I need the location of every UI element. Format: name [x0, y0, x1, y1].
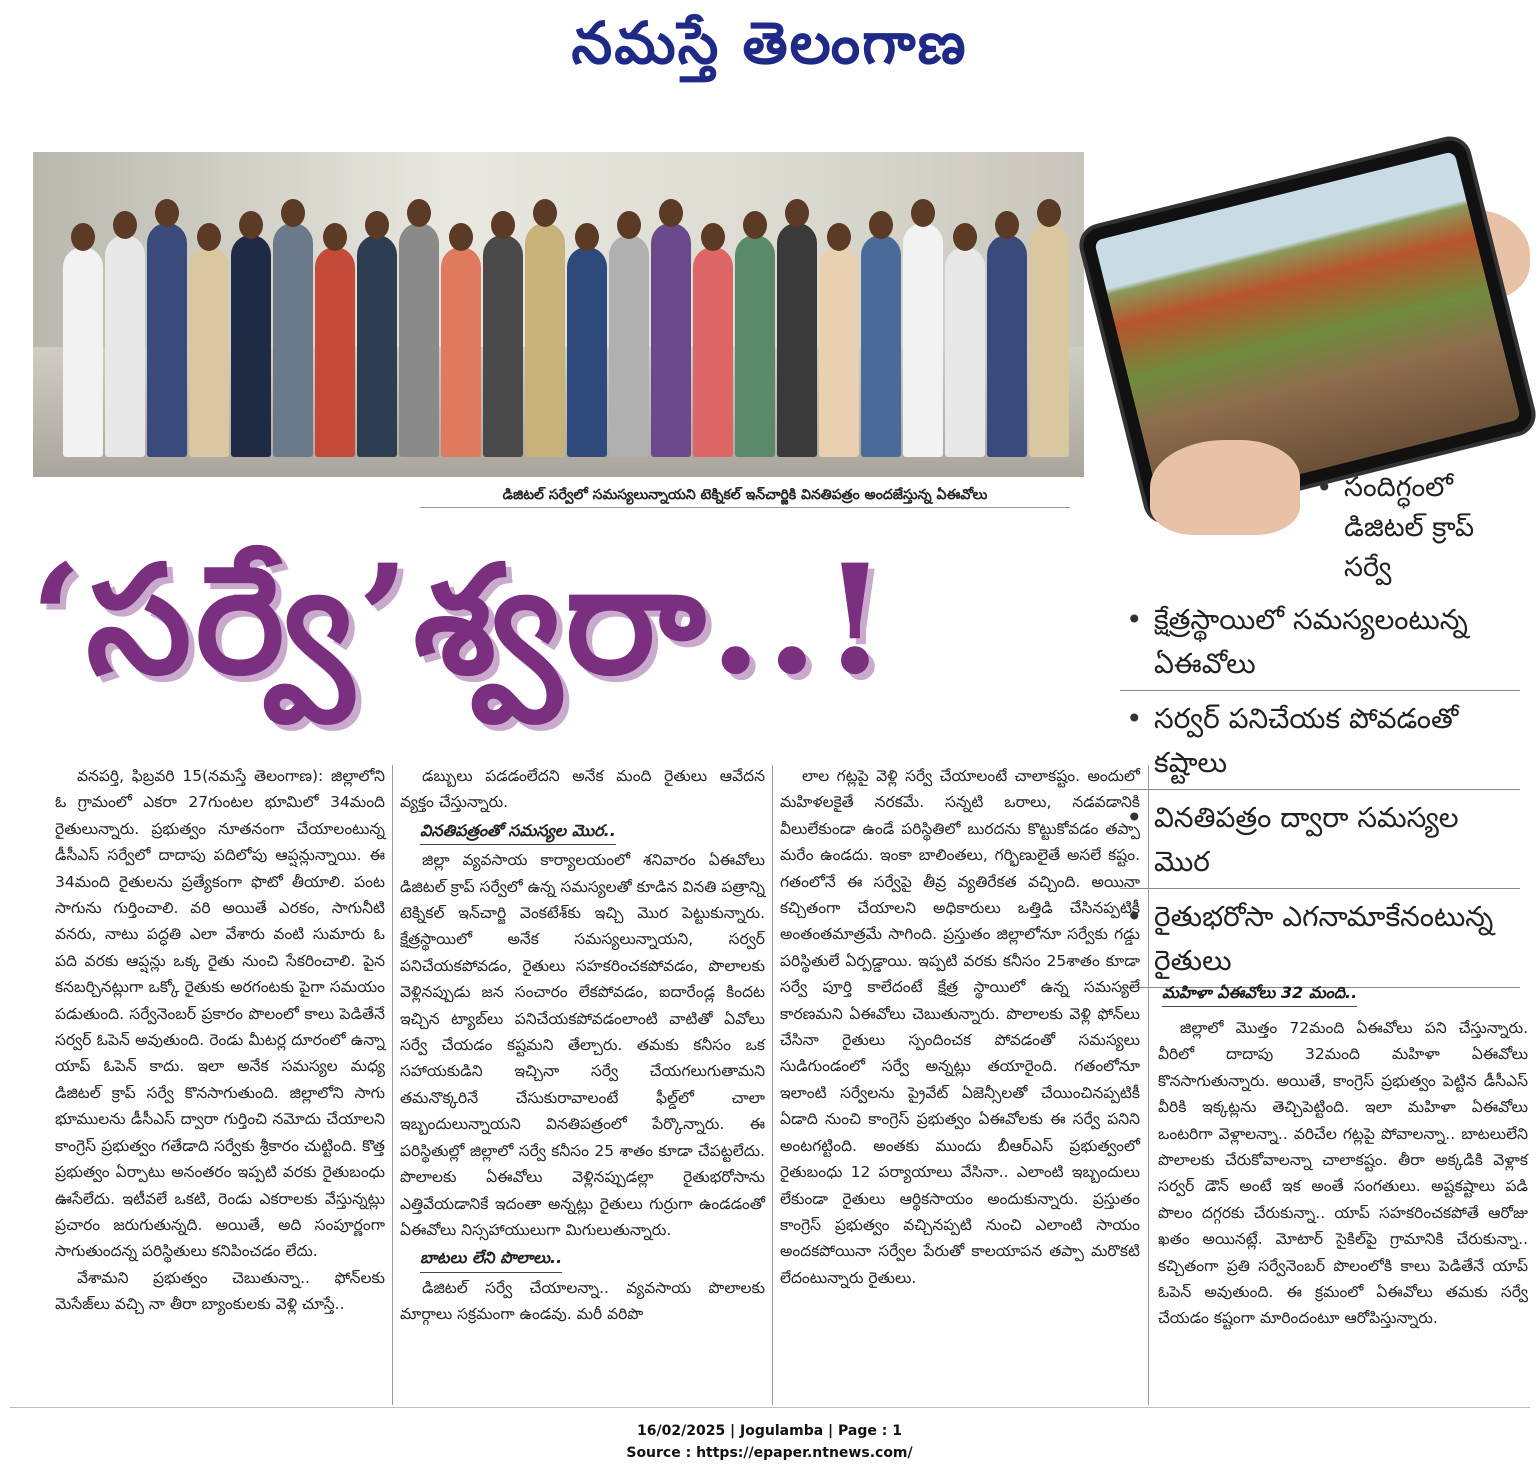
- bullet-item: • సందిగ్ధంలో డిజిటల్ క్రాప్ సర్వే: [1310, 468, 1520, 592]
- person-head: [323, 223, 347, 251]
- person-silhouette: [735, 235, 775, 457]
- article-column-2: [400, 763, 765, 1328]
- masthead-logo: నమస్తే తెలంగాణ: [571, 9, 968, 77]
- person-head: [113, 211, 137, 239]
- person-head: [155, 199, 179, 227]
- person-head: [197, 223, 221, 251]
- person-head: [953, 223, 977, 251]
- person-silhouette: [441, 247, 481, 457]
- column-divider: [772, 765, 773, 1405]
- person-head: [449, 223, 473, 251]
- bullet-list: [1120, 468, 1520, 994]
- person-head: [827, 223, 851, 251]
- bullet-item: • వినతిపత్రం ద్వారా సమస్యల మొర: [1120, 796, 1520, 889]
- person-silhouette: [231, 235, 271, 457]
- person-silhouette: [189, 247, 229, 457]
- person-head: [491, 211, 515, 239]
- person-silhouette: [609, 235, 649, 457]
- bullet-item: • సర్వర్ పనిచేయక పోవడంతో కష్టాలు: [1120, 697, 1520, 790]
- person-head: [533, 199, 557, 227]
- person-silhouette: [315, 247, 355, 457]
- footer-rule: [10, 1407, 1530, 1408]
- paragraph: వేశామని ప్రభుత్వం చెబుతున్నా.. ఫోన్‌లకు మెసేజ్‌లు వచ్చి నా తీరా బ్యాంకులకు వెళ్లి చూస్తే..: [55, 1268, 385, 1314]
- person-silhouette: [903, 223, 943, 457]
- headline: ‘సర్వే’శ్వరా..!: [30, 532, 892, 708]
- person-silhouette: [399, 223, 439, 457]
- person-silhouette: [987, 235, 1027, 457]
- person-head: [575, 223, 599, 251]
- article-column-4: [1158, 1015, 1528, 1332]
- person-head: [1037, 199, 1061, 227]
- person-silhouette: [357, 235, 397, 457]
- column-divider: [1148, 765, 1149, 1405]
- person-silhouette: [147, 223, 187, 457]
- bullet-item: • రైతుభరోసా ఎగనామాకేనంటున్న రైతులు: [1120, 895, 1520, 988]
- bullet-item: • క్షేత్రస్థాయిలో సమస్యలంటున్న ఏఈవోలు: [1120, 598, 1520, 691]
- person-head: [407, 199, 431, 227]
- person-silhouette: [861, 235, 901, 457]
- person-head: [869, 211, 893, 239]
- person-silhouette: [105, 235, 145, 457]
- article-column-1: [55, 763, 385, 1318]
- person-head: [365, 211, 389, 239]
- person-head: [785, 199, 809, 227]
- person-head: [281, 199, 305, 227]
- person-silhouette: [651, 223, 691, 457]
- person-silhouette: [273, 223, 313, 457]
- photo-caption: డిజిటల్ సర్వేలో సమస్యలున్నాయని టెక్నికల్ ఇన్‌చార్జికి వినతిపత్రం అందజేస్తున్న ఏఈవోలు: [420, 483, 1070, 508]
- paragraph: లాల గట్లపై వెళ్లి సర్వే చేయాలంటే చాలాకష్టం. అందులో మహిళలకైతే నరకమే. సన్నటి ఒరాలు, నడవడానికి వీలులేకుండా ఉండే పరిస్థితిలో బురదను కొట్టుకోవడం తప్పా మరేం ఉండదు. ఇంకా బాలింతలు, గర్భిణులైతే అసలే కష్టం. గతంలోనే ఈ సర్వేపై తీవ్ర వ్యతిరేకత వచ్చింది. అయినా కచ్చితంగా చేయాలని అధికారులు ఒత్తిడి చేసినప్పటికీ అంతంతమాత్రమే సాగింది. ప్రస్తుతం జిల్లాలోనూ సర్వేకు గడ్డు పరిస్థితులే ఏర్పడ్డాయి. ఇప్పటి వరకు కనీసం 25శాతం కూడా సర్వే పూర్తి కాలేదంటే క్షేత్ర స్థాయిలో ఉన్న సమస్యలే కారణమని ఏఈవోలు చెబుతున్నారు. పొలాలకు వెళ్లి ఫోన్‌లు చేసినా రైతులు స్పందించక పోవడంతో సమస్యలు సుడిగుండంలో సర్వే అన్నట్లు తయారైంది. గతంలోనూ ఇలాంటి సర్వేలను ప్రైవేట్ ఏజెన్సీలతో చేయించినప్పటికీ ఏడాది నుంచి కాంగ్రెస్ ప్రభుత్వం ఏఈవోలకు ఈ సర్వే పనిని అంటగట్టింది. అంతకు ముందు బీఆర్ఎస్ ప్రభుత్వంలో రైతుబంధు 12 పర్యాయాలు వేసినా.. ఎలాంటి ఇబ్బందులు లేకుండా రైతులు ఆర్థికసాయం అందుకున్నారు. ప్రస్తుతం కాంగ్రెస్ ప్రభుత్వం వచ్చినప్పటి నుంచి ఎలాంటి సాయం అందకపోయినా సర్వేల పేరుతో కాలయాపన తప్పా మరొకటి లేదంటున్నారు రైతులు.: [780, 767, 1140, 1287]
- tablet-device: [1080, 137, 1536, 524]
- subheading: మహిళా ఏఈవోలు 32 మంది..: [1162, 983, 1357, 1007]
- footer-date-edition: 16/02/2025 | Jogulamba | Page : 1: [637, 1423, 902, 1439]
- paragraph: వనపర్తి, ఫిబ్రవరి 15(నమస్తే తెలంగాణ): జిల్లాలోని ఓ గ్రామంలో ఎకరా 27గుంటల భూమిలో 34మంది రైతులున్నారు. ప్రభుత్వం నూతనంగా చేయాలంటున్న డీసీఎస్ సర్వేలో దాదాపు పదిలోపు ఆప్షన్లున్నాయి. ఈ 34మంది రైతులను ప్రత్యేకంగా ఫొటో తీయాలి. పంట సాగును గుర్తించాలి. వరి అయితే ఎరకం, సాగునీటి వనరు, నాటు పద్ధతి ఎలా వేశారు వంటి సుమారు ఓ పది వరకు ఆప్షన్లు ఒక్క రైతు నుంచి సేకరించాలి. పైన కనబర్చినట్లుగా ఒక్కో రైతుకు అరగంటకు పైగా సమయం పడుతుంది. సర్వేనెంబర్ ప్రకారం పొలంలో కాలు పెడితేనే సర్వర్ ఓపెన్ అవుతుంది. రెండు మీటర్ల దూరంలో ఉన్నా యాప్ ఓపెన్ కాదు. ఇలా అనేక సమస్యల మధ్య డిజిటల్ క్రాప్ సర్వే కొనసాగుతుంది. జిల్లాలోని సాగు భూములను డీసీఎస్ ద్వారా గుర్తించి నమోదు చేయాలని కాంగ్రెస్ ప్రభుత్వం గతేడాది సర్వేకు శ్రీకారం చుట్టింది. కొత్త ప్రభుత్వం ఏర్పాటు అనంతరం ఇప్పటి వరకు రైతుబంధు ఊసేలేదు. ఇటీవలే ఒకటి, రెండు ఎకరాలకు వేస్తున్నట్లు ప్రచారం జరుగుతున్నది. అయితే, అది సంపూర్ణంగా సాగుతుందన్న పరిస్థితులు కనిపించడం లేదు.: [55, 767, 385, 1261]
- footer-source: Source : https://epaper.ntnews.com/: [626, 1445, 913, 1461]
- person-head: [617, 211, 641, 239]
- person-silhouette: [63, 247, 103, 457]
- paragraph: డిజిటల్ సర్వే చేయాలన్నా.. వ్యవసాయ పొలాలకు మార్గాలు సక్రమంగా ఉండవు. మరీ వరిపొ: [400, 1278, 765, 1324]
- person-head: [701, 223, 725, 251]
- person-silhouette: [693, 247, 733, 457]
- column-divider: [392, 765, 393, 1405]
- article-column-3: [780, 763, 1140, 1291]
- person-head: [743, 211, 767, 239]
- person-silhouette: [483, 235, 523, 457]
- subheading: వినతిపత్రంతో సమస్యల మొర..: [420, 818, 616, 845]
- person-silhouette: [777, 223, 817, 457]
- person-silhouette: [1029, 223, 1069, 457]
- person-silhouette: [525, 223, 565, 457]
- person-head: [659, 199, 683, 227]
- group-photo: [33, 152, 1084, 477]
- person-silhouette: [819, 247, 859, 457]
- paragraph: జిల్లాలో మొత్తం 72మంది ఏఈవోలు పని చేస్తున్నారు. వీరిలో దాదాపు 32మంది మహిళా ఏఈవోలు కొనసాగుతున్నారు. అయితే, కాంగ్రెస్ ప్రభుత్వం పెట్టిన డీసీఎస్ వీరికి ఇక్కట్లను తెచ్చిపెట్టింది. ఇలా మహిళా ఏఈవోలు ఒంటరిగా వెళ్లాలన్నా.. వరిచేల గట్లపై పోవాలన్నా.. బాటలులేని పొలాలకు చేరుకోవాలన్నా చాలాకష్టం. తీరా అక్కడికి వెళ్లాక సర్వర్ డౌన్ అంటే ఇక అంతే సంగతులు. అష్టకష్టాలు పడి పొలం దగ్గరకు చేరుకున్నా.. యాప్ సహకరించకపోతే ఆరోజు ఖతం అయినట్లే. మోటార్ సైకిల్‌పై గ్రామానికి చేరుకున్నా.. కచ్చితంగా ప్రతి సర్వేనెంబర్ పొలంలోకి కాలు పెడితేనే యాప్ ఓపెన్ అవుతుంది. ఈ క్రమంలో ఏఈవోలు తమకు సర్వే చేయడం కష్టంగా మారిందంటూ ఆరోపిస్తున్నారు.: [1158, 1019, 1528, 1328]
- person-head: [911, 199, 935, 227]
- person-head: [239, 211, 263, 239]
- subheading: బాటలు లేని పొలాలు..: [420, 1245, 562, 1272]
- person-silhouette: [945, 247, 985, 457]
- paragraph: డబ్బులు పడడంలేదని అనేక మంది రైతులు ఆవేదన వ్యక్తం చేస్తున్నారు.: [400, 767, 765, 812]
- field-image: [1094, 151, 1521, 509]
- person-head: [995, 211, 1019, 239]
- person-head: [71, 223, 95, 251]
- paragraph: జిల్లా వ్యవసాయ కార్యాలయంలో శనివారం ఏఈవోలు డిజిటల్ క్రాప్ సర్వేలో ఉన్న సమస్యలతో కూడిన వినతి పత్రాన్ని టెక్నికల్ ఇన్‌చార్జి వెంకటేశ్‌కు ఇచ్చి మొర పెట్టుకున్నారు. క్షేత్రస్థాయిలో అనేక సమస్యలున్నాయని, సర్వర్ పనిచేయకపోవడం, రైతులు సహకరించకపోవడం, పొలాలకు వెళ్లినప్పుడు జన సంచారం లేకపోవడం, ఐదారేండ్ల కిందట ఇచ్చిన ట్యాబ్‌లు పనిచేయకపోవడంలాంటి వాటితో ఏవోలు సర్వే చేయడం కష్టమని తేల్చారు. తమకు కనీసం ఒక సహాయకుడిని ఇచ్చినా సర్వే చేయగలుగుతామని తమనొక్కరినే చేసుకురావాలంటే ఫీల్డ్‌లో చాలా ఇబ్బందులున్నాయని వినతిపత్రంలో పేర్కొన్నారు. ఈ పరిస్థితుల్లో జిల్లాలో సర్వే కనీసం 25 శాతం కూడా చేపట్టలేదు. పొలాలకు ఏఈవోలు వెళ్లినప్పుడల్లా రైతుభరోసాను ఎత్తివేయడానికే ఇదంతా అన్నట్లు రైతులు గుర్రుగా ఉండడంతో ఏఈవోలు నిస్సహాయులుగా మిగులుతున్నారు.: [400, 851, 765, 1239]
- person-silhouette: [567, 247, 607, 457]
